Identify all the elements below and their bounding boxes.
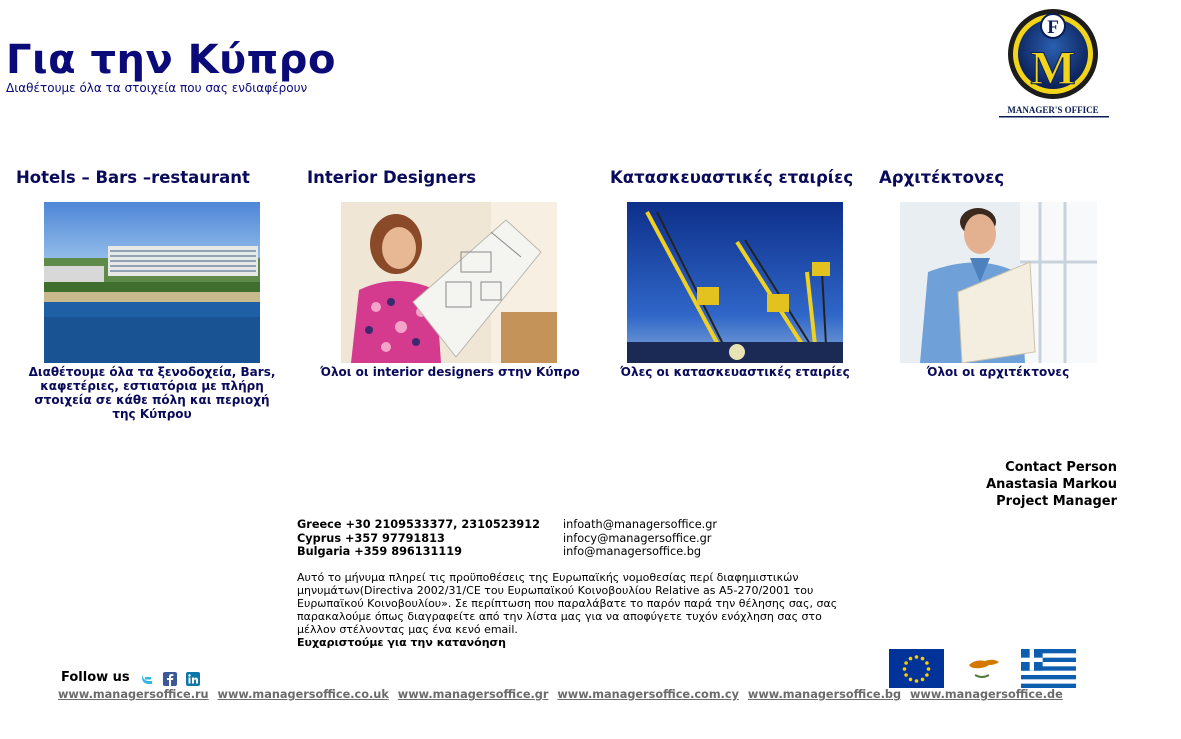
eu-flag-icon (889, 649, 944, 688)
twitter-icon[interactable] (140, 671, 154, 685)
hotel-image[interactable] (44, 202, 260, 363)
managers-office-logo[interactable] (983, 6, 1126, 120)
category-title-interior-designers[interactable]: Interior Designers (307, 168, 477, 187)
phone-list (297, 518, 540, 559)
linkedin-icon[interactable] (186, 671, 200, 685)
svg-text:F: F (1047, 17, 1059, 38)
category-caption-architects[interactable]: Όλοι οι αρχιτέκτονες (926, 365, 1070, 379)
architect-image[interactable] (900, 202, 1097, 363)
page-title: Για την Κύπρο (6, 37, 336, 83)
sites-links (58, 688, 1068, 701)
email-list (563, 518, 717, 559)
logo-text: MANAGER'S OFFICE (1007, 105, 1099, 115)
email-cyprus[interactable]: infocy@managersoffice.gr (563, 531, 712, 545)
site-link-gr[interactable]: www.managersoffice.gr (397, 688, 549, 701)
legal-notice (297, 571, 842, 649)
category-caption-hotels[interactable]: Διαθέτουμε όλα τα ξενοδοχεία, Bars, καφετέριες, εστιατόρια με πλήρη στοιχεία σε κάθε πόλη και περιοχή της Κύπρου (28, 365, 276, 421)
category-title-hotels[interactable]: Hotels – Bars –restaurant (16, 168, 250, 187)
follow-us-label: Follow us (61, 670, 130, 685)
legal-thanks: Ευχαριστούμε για την κατανόηση (297, 636, 506, 649)
cyprus-flag-icon (955, 649, 1010, 688)
site-link-bg[interactable]: www.managersoffice.bg (747, 688, 902, 701)
contact-label: Contact Person (1005, 460, 1117, 475)
site-link-ru[interactable]: www.managersoffice.ru (58, 688, 209, 701)
svg-text:M: M (1030, 42, 1076, 95)
category-title-construction[interactable]: Κατασκευαστικές εταιρίες (610, 168, 854, 187)
category-caption-interior-designers[interactable]: Όλοι οι interior designers στην Κύπρο (320, 365, 580, 379)
email-athens[interactable]: infoath@managersoffice.gr (563, 518, 718, 531)
interior-designer-image[interactable] (341, 202, 557, 363)
phone-bulgaria: Bulgaria +359 896131119 (297, 545, 462, 558)
contact-block (986, 459, 1117, 510)
page-subtitle: Διαθέτουμε όλα τα στοιχεία που σας ενδιαφέρουν (6, 81, 308, 95)
contact-role: Project Manager (996, 494, 1117, 509)
site-link-co-uk[interactable]: www.managersoffice.co.uk (217, 688, 389, 701)
greece-flag-icon (1021, 649, 1076, 688)
phone-greece: Greece +30 2109533377, 2310523912 (297, 518, 541, 531)
phone-cyprus: Cyprus +357 97791813 (297, 531, 445, 545)
site-link-com-cy[interactable]: www.managersoffice.com.cy (557, 688, 739, 701)
construction-image[interactable] (627, 202, 843, 363)
contact-name: Anastasia Markou (986, 477, 1117, 492)
category-caption-construction[interactable]: Όλες οι κατασκευαστικές εταιρίες (620, 365, 850, 379)
legal-text: Αυτό το μήνυμα πληρεί τις προϋποθέσεις της Ευρωπαϊκής νομοθεσίας περί διαφημιστικών μηνυμάτων(Directiva 2002/31/CE του Ευρωπαϊκού Κοινοβουλίου Relative as A5-270/2001 του Ευρωπαϊκού Κοινοβουλίου». Σε περίπτωση που παραλάβατε το παρόν παρά την θέλησης σας, σας παρακαλούμε όπως διαγραφείτε από την λίστα μας για να αποφύγετε τυχόν ενόχληση σας στο μέλλον στέλνοντας μας ένα κενό email. (297, 571, 838, 636)
category-title-architects[interactable]: Αρχιτέκτονες (879, 168, 1005, 187)
facebook-icon[interactable] (163, 671, 177, 685)
email-bulgaria[interactable]: info@managersoffice.bg (563, 545, 702, 558)
site-link-de[interactable]: www.managersoffice.de (910, 688, 1063, 701)
